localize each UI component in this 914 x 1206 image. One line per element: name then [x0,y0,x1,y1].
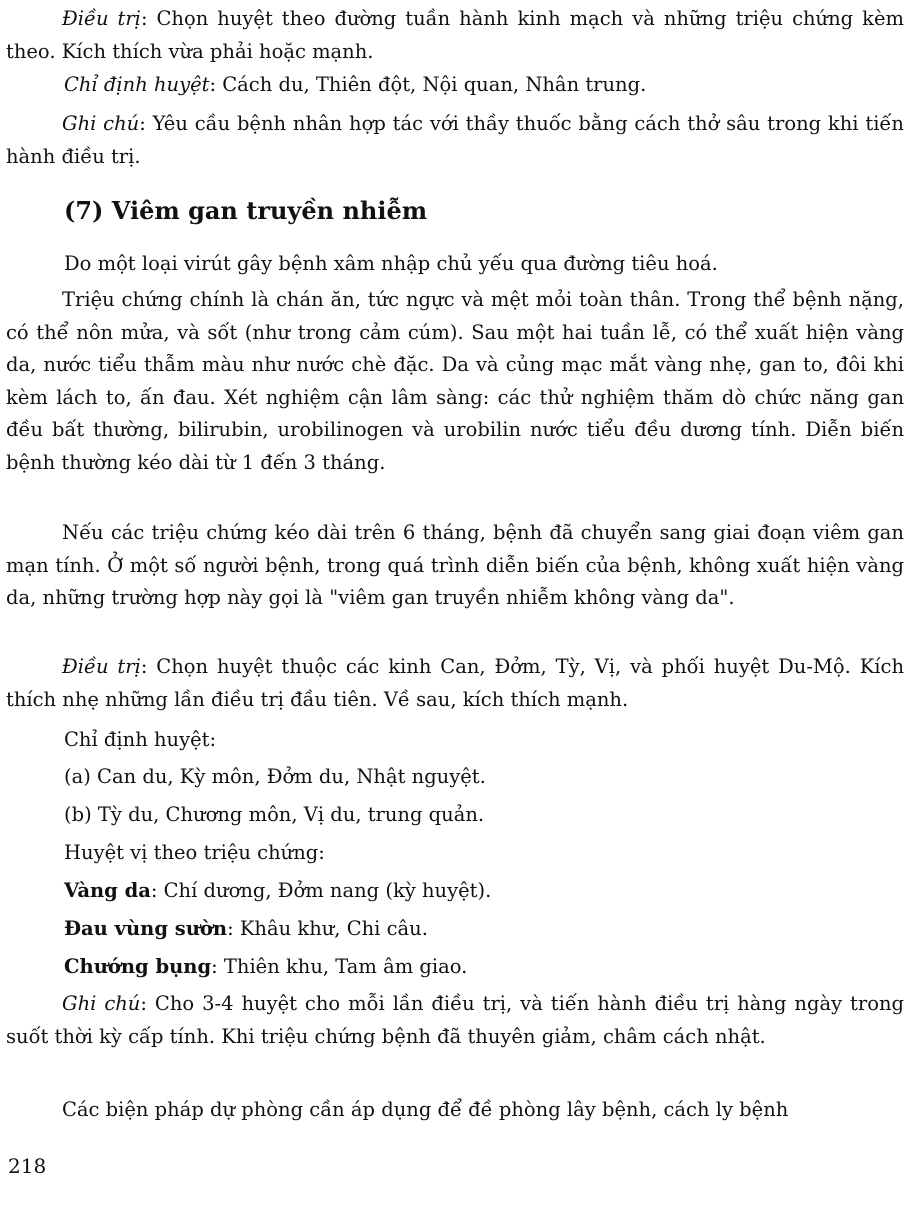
dau-vung-suon-label: Đau vùng sườn [64,917,228,940]
vang-da-line [64,875,904,908]
dieu-tri-paragraph [6,651,904,716]
section-title: (7) Viêm gan truyền nhiễm [64,196,428,225]
chi-dinh-label: Chỉ định huyệt [64,73,210,96]
dieu-tri-text: : Chọn huyệt theo đường tuần hành kinh mạch và những triệu chứng kèm theo. Kích thích vừa phải hoặc mạnh. [6,7,905,63]
list-item-b: (b) Tỳ du, Chương môn, Vị du, trung quản. [64,803,485,826]
dieu-tri-label-2: Điều trị [62,655,141,678]
top-chi-dinh-paragraph [64,69,904,102]
chronic-paragraph: Nếu các triệu chứng kéo dài trên 6 tháng, bệnh đã chuyển sang giai đoạn viêm gan mạn tính. Ở một số người bệnh, trong quá trình diễn biến của bệnh, không xuất hiện vàng da, những trường hợp này gọi là "viêm gan truyền nhiễm không vàng da". [6,521,904,609]
page-number: 218 [8,1154,47,1178]
chuong-bung-text: : Thiên khu, Tam âm giao. [211,955,468,978]
ghi-chu-paragraph [6,988,904,1053]
ghi-chu-text: : Yêu cầu bệnh nhân hợp tác với thầy thuốc bằng cách thở sâu trong khi tiến hành điều trị. [6,112,904,168]
vang-da-text: : Chí dương, Đởm nang (kỳ huyệt). [150,879,492,902]
dieu-tri-text-2: : Chọn huyệt thuộc các kinh Can, Đởm, Tỳ, Vị, và phối huyệt Du-Mộ. Kích thích nhẹ những lần điều trị đầu tiên. Về sau, kích thích mạnh. [6,655,905,711]
top-dieu-tri-paragraph [6,3,904,68]
vang-da-label: Vàng da [64,879,151,902]
chuong-bung-line [64,951,904,984]
list-item-a: (a) Can du, Kỳ môn, Đởm du, Nhật nguyệt. [64,765,486,788]
chi-dinh-line: Chỉ định huyệt: [64,728,217,751]
dieu-tri-label: Điều trị [62,7,141,30]
symptoms-paragraph: Triệu chứng chính là chán ăn, tức ngực và mệt mỏi toàn thân. Trong thể bệnh nặng, có thể nôn mửa, và sốt (như trong cảm cúm). Sau một hai tuần lễ, có thể xuất hiện vàng da, nước tiểu thẫm màu như nước chè đặc. Da và củng mạc mắt vàng nhẹ, gan to, đôi khi kèm lách to, ấn đau. Xét nghiệm cận lâm sàng: các thử nghiệm thăm dò chức năng gan đều bất thường, bilirubin, urobilinogen và urobilin nước tiểu đều dương tính. Diễn biến bệnh thường kéo dài từ 1 đến 3 tháng. [6,288,904,474]
dau-vung-suon-text: : Khâu khư, Chi câu. [227,917,428,940]
last-line: Các biện pháp dự phòng cần áp dụng để đề phòng lây bệnh, cách ly bệnh [62,1098,789,1121]
huyet-vi-line: Huyệt vị theo triệu chứng: [64,841,325,864]
chuong-bung-label: Chướng bụng [64,955,212,978]
ghi-chu-label: Ghi chú [62,112,140,135]
ghi-chu-text-2: : Cho 3-4 huyệt cho mỗi lần điều trị, và tiến hành điều trị hàng ngày trong suốt thời kỳ cấp tính. Khi triệu chứng bệnh đã thuyên giảm, châm cách nhật. [6,992,904,1048]
top-ghi-chu-paragraph [6,108,904,173]
chi-dinh-text: : Cách du, Thiên đột, Nội quan, Nhân trung. [209,73,647,96]
dau-vung-suon-line [64,913,904,946]
ghi-chu-label-2: Ghi chú [62,992,141,1015]
intro-paragraph: Do một loại virút gây bệnh xâm nhập chủ yếu qua đường tiêu hoá. [64,252,718,275]
